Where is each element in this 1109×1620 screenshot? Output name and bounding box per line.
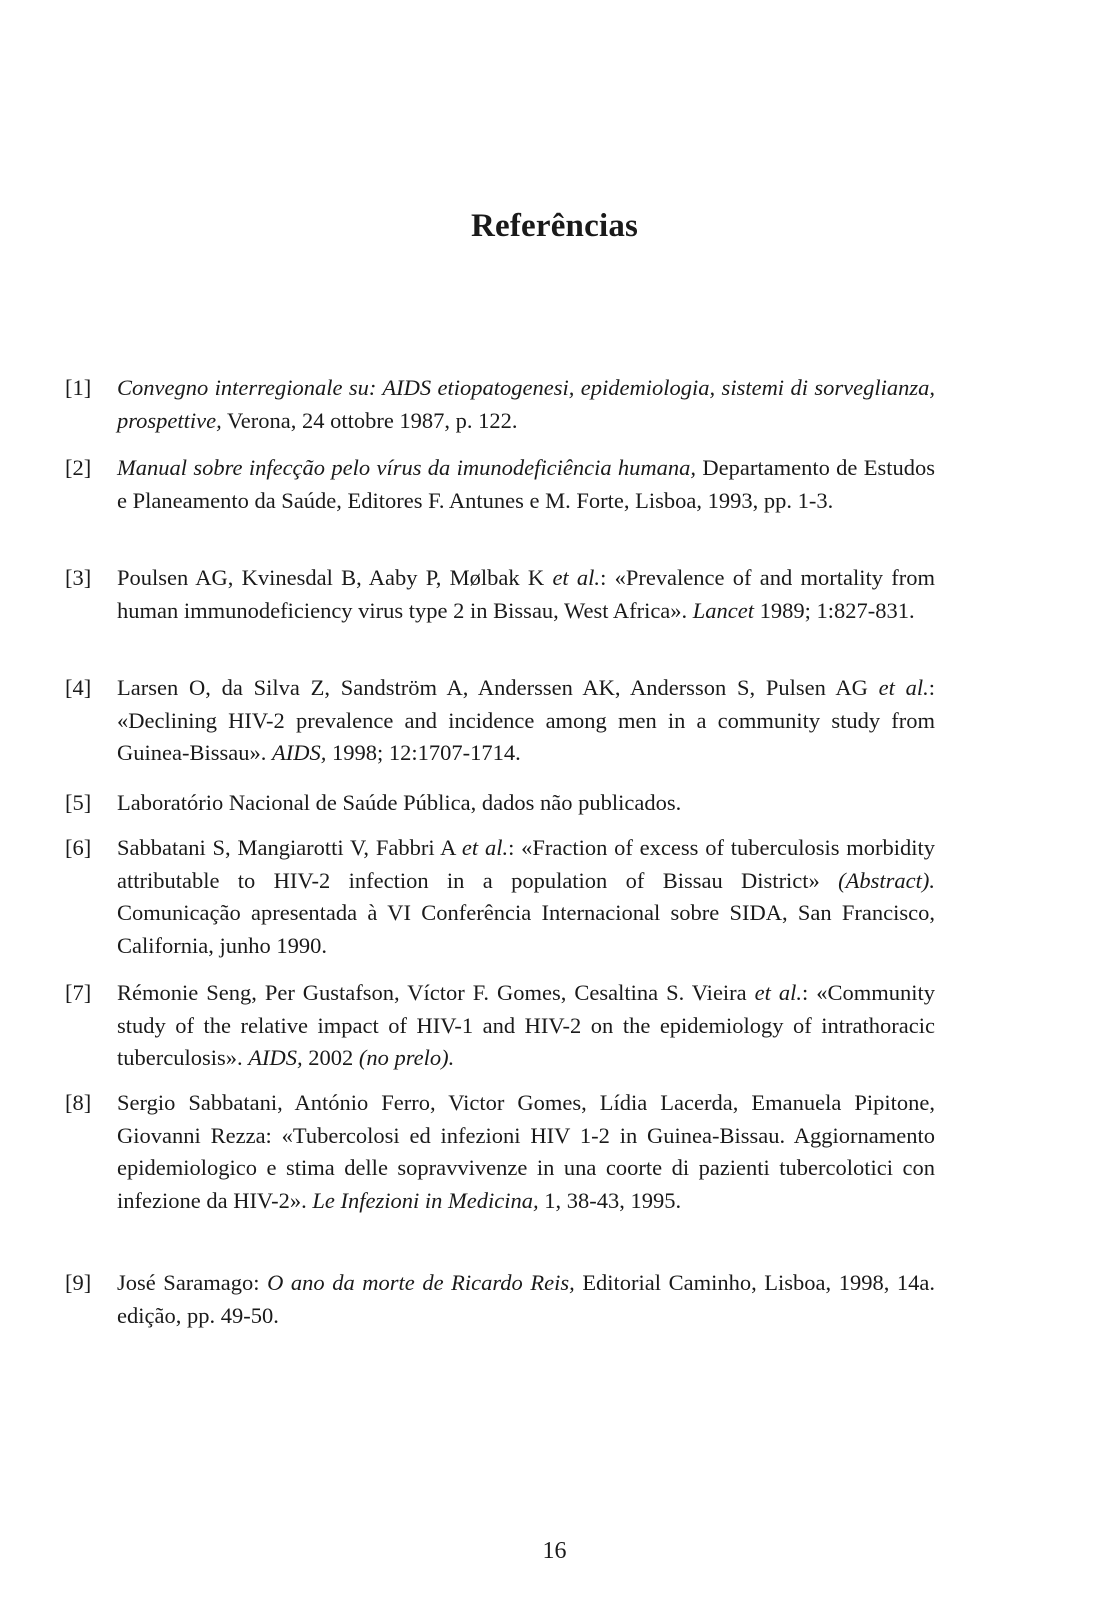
- reference-italic: et al.: [552, 565, 601, 590]
- reference-plain: 1, 38-43, 1995.: [538, 1187, 682, 1213]
- reference-italic: Convegno interregionale su: AIDS etiopatogenesi, epidemiologia, sistemi di sorveglianza, prospettive,: [117, 375, 935, 433]
- reference-plain: Comunicação apresentada à VI Conferência Internacional sobre SIDA, San Francisco, California, junho 1990.: [117, 900, 935, 958]
- reference-italic: et al.: [754, 980, 802, 1005]
- reference-text: [117, 977, 935, 1075]
- reference-plain: Poulsen AG, Kvinesdal B, Aaby P, Mølbak K: [117, 565, 553, 590]
- reference-plain: : «Community study of the relative impact of HIV-1 and HIV-2 on the epidemiology of intrathoracic tuberculosis».: [117, 980, 935, 1070]
- reference-italic: et al.: [878, 675, 929, 700]
- reference-plain: : «Declining HIV-2 prevalence and incidence among men in a community study from Guinea-Bissau».: [117, 675, 935, 765]
- reference-italic: (no prelo).: [358, 1045, 455, 1070]
- reference-italic: (Abstract).: [838, 867, 935, 893]
- reference-italic: Manual sobre infecção pelo vírus da imunodeficiência humana,: [117, 455, 697, 480]
- reference-plain: Rémonie Seng, Per Gustafson, Víctor F. Gomes, Cesaltina S. Vieira: [117, 980, 755, 1005]
- reference-number: [2]: [65, 455, 92, 480]
- reference-item: [65, 562, 935, 627]
- reference-plain: Sabbatani S, Mangiarotti V, Fabbri A: [117, 835, 462, 860]
- reference-number: [1]: [65, 375, 92, 400]
- reference-plain: Departamento de Estudos e Planeamento da Saúde, Editores F. Antunes e M. Forte, Lisboa, 1993, pp. 1-3.: [117, 455, 935, 513]
- reference-text: [117, 1267, 935, 1332]
- reference-plain: 2002: [302, 1045, 359, 1070]
- reference-plain: Verona, 24 ottobre 1987, p. 122.: [221, 407, 518, 433]
- reference-italic: Le Infezioni in Medicina,: [312, 1187, 539, 1213]
- reference-italic: et al.: [461, 835, 509, 860]
- reference-plain: Laboratório Nacional de Saúde Pública, dados não publicados.: [117, 790, 682, 815]
- reference-plain: 1989; 1:827-831.: [754, 597, 915, 623]
- reference-item: [65, 452, 935, 517]
- reference-text: [117, 562, 935, 627]
- reference-number: [6]: [65, 835, 92, 860]
- page-title: Referências: [470, 208, 639, 244]
- reference-item: [65, 787, 935, 820]
- reference-text: [117, 832, 935, 962]
- reference-item: [65, 1267, 935, 1332]
- reference-item: [65, 977, 935, 1075]
- reference-italic: O ano da morte de Ricardo Reis,: [267, 1270, 575, 1295]
- reference-number: [7]: [65, 980, 92, 1005]
- reference-plain: Editorial Caminho, Lisboa, 1998, 14a. edição, pp. 49-50.: [117, 1270, 936, 1328]
- reference-plain: José Saramago:: [117, 1270, 268, 1295]
- reference-number: [4]: [65, 675, 92, 700]
- reference-item: [65, 1087, 935, 1217]
- page-number: 16: [542, 1538, 567, 1564]
- reference-number: [3]: [65, 565, 92, 590]
- reference-italic: AIDS,: [248, 1045, 303, 1070]
- reference-number: [5]: [65, 790, 92, 815]
- reference-text: [117, 787, 935, 820]
- reference-plain: 1998; 12:1707-1714.: [326, 740, 521, 765]
- reference-text: [117, 672, 935, 770]
- reference-italic: Lancet: [692, 597, 755, 623]
- reference-plain: : «Prevalence of and mortality from human immunodeficiency virus type 2 in Bissau, West Africa».: [117, 565, 935, 623]
- reference-italic: AIDS,: [271, 740, 327, 765]
- reference-number: [8]: [65, 1090, 92, 1115]
- reference-text: [117, 372, 935, 437]
- reference-item: [65, 672, 935, 770]
- reference-number: [9]: [65, 1270, 92, 1295]
- reference-text: [117, 1087, 935, 1217]
- reference-item: [65, 832, 935, 962]
- reference-plain: Sergio Sabbatani, António Ferro, Victor Gomes, Lídia Lacerda, Emanuela Pipitone, Giovanni Rezza: «Tubercolosi ed infezioni HIV 1-2 in Guinea-Bissau. Aggiornamento epidemiologico e stima delle sopravvivenze in una coorte di pazienti tubercolotici con infezione da HIV-2».: [117, 1090, 935, 1213]
- reference-text: [117, 452, 935, 517]
- reference-plain: : «Fraction of excess of tuberculosis morbidity attributable to HIV-2 infection in a population of Bissau District»: [117, 835, 935, 893]
- reference-item: [65, 372, 935, 437]
- reference-plain: Larsen O, da Silva Z, Sandström A, Anderssen AK, Andersson S, Pulsen AG: [117, 675, 879, 700]
